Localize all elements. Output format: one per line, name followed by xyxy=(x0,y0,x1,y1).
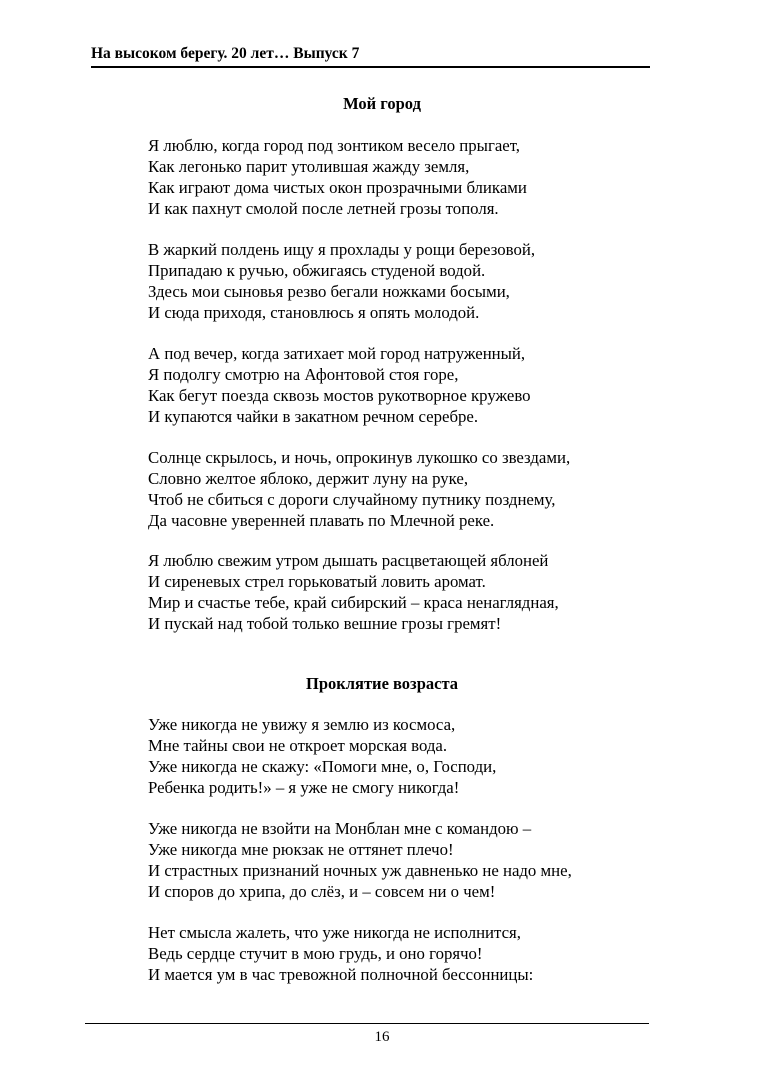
verse-line: И мается ум в час тревожной полночной бессонницы: xyxy=(148,965,534,984)
stanza xyxy=(148,447,688,531)
verse-line: Уже никогда не увижу я землю из космоса, xyxy=(148,715,456,734)
verse-line: Как бегут поезда сквозь мостов рукотворное кружево xyxy=(148,386,531,405)
stanza xyxy=(148,922,688,985)
verse-line: Я подолгу смотрю на Афонтовой стоя горе, xyxy=(148,365,459,384)
verse-line: Чтоб не сбиться с дороги случайному путнику позднему, xyxy=(148,490,556,509)
stanza xyxy=(148,239,688,323)
verse-line: В жаркий полдень ищу я прохлады у рощи березовой, xyxy=(148,240,536,259)
verse-line: Я люблю свежим утром дышать расцветающей яблоней xyxy=(148,551,549,570)
verse-line: Ведь сердце стучит в мою грудь, и оно горячо! xyxy=(148,944,483,963)
verse-line: И купаются чайки в закатном речном серебре. xyxy=(148,407,479,426)
stanza xyxy=(148,714,688,798)
verse-line: И пускай над тобой только вешние грозы гремят! xyxy=(148,614,502,633)
verse-line: А под вечер, когда затихает мой город натруженный, xyxy=(148,344,526,363)
verse-line: Здесь мои сыновья резво бегали ножками босыми, xyxy=(148,282,510,301)
stanza xyxy=(148,818,688,902)
footer-divider xyxy=(85,1023,649,1024)
verse-line: Ребенка родить!» – я уже не смогу никогда! xyxy=(148,778,460,797)
verse-line: Уже никогда не взойти на Монблан мне с командою – xyxy=(148,819,532,838)
stanza xyxy=(148,550,688,634)
verse-line: И страстных признаний ночных уж давненько не надо мне, xyxy=(148,861,572,880)
poem-title: Проклятие возраста xyxy=(306,674,458,693)
page-number: 16 xyxy=(374,1029,390,1045)
verse-line: Мне тайны свои не откроет морская вода. xyxy=(148,736,448,755)
verse-line: Как играют дома чистых окон прозрачными бликами xyxy=(148,178,527,197)
verse-line: Как легонько парит утолившая жажду земля, xyxy=(148,157,470,176)
verse-line: Нет смысла жалеть, что уже никогда не исполнится, xyxy=(148,923,521,942)
verse-line: Да часовне уверенней плавать по Млечной реке. xyxy=(148,511,495,530)
verse-line: Припадаю к ручью, обжигаясь студеной водой. xyxy=(148,261,486,280)
verse-line: Мир и счастье тебе, край сибирский – краса ненаглядная, xyxy=(148,593,559,612)
verse-line: И сиреневых стрел горьковатый ловить аромат. xyxy=(148,572,486,591)
verse-line: Уже никогда не скажу: «Помоги мне, о, Господи, xyxy=(148,757,497,776)
stanza xyxy=(148,343,688,427)
verse-line: Словно желтое яблоко, держит луну на руке, xyxy=(148,469,469,488)
stanza xyxy=(148,135,688,219)
verse-line: И споров до хрипа, до слёз, и – совсем ни о чем! xyxy=(148,882,496,901)
verse-line: Я люблю, когда город под зонтиком весело прыгает, xyxy=(148,136,520,155)
verse-line: И сюда приходя, становлюсь я опять молодой. xyxy=(148,303,480,322)
verse-line: Солнце скрылось, и ночь, опрокинув лукошко со звездами, xyxy=(148,448,571,467)
verse-line: Уже никогда мне рюкзак не оттянет плечо! xyxy=(148,840,454,859)
running-header: На высоком берегу. 20 лет… Выпуск 7 xyxy=(91,44,650,68)
verse-line: И как пахнут смолой после летней грозы тополя. xyxy=(148,199,499,218)
poem-title: Мой город xyxy=(343,94,421,113)
